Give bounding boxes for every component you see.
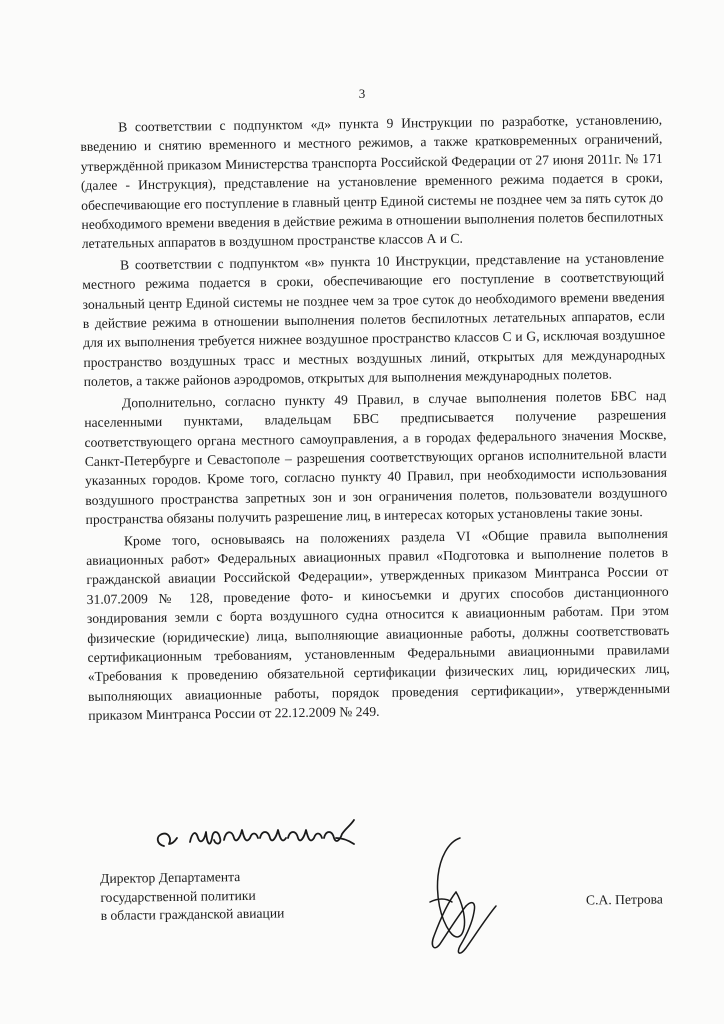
- handwritten-closing-note: [150, 808, 380, 864]
- paragraph-local-regime: В соответствии с подпунктом «в» пункта 10 Инструкции, представление на установление местного режима подается в сроки, обеспечивающие его поступление в соответствующий зональный центр Единой системы не позднее чем за трое суток до необходимого времени введения в действие режима в отношении выполнения полетов беспилотных летательных аппаратов, если для их выполнения требуется нижнее воздушное пространство классов С и G, исключая воздушное пространство воздушных трасс и местных воздушных линий, открытых для международных полетов, а также районов аэродромов, открытых для выполнения международных полетов.: [82, 249, 666, 390]
- signature-block: [100, 867, 284, 925]
- paragraph-temporary-regime: В соответствии с подпунктом «д» пункта 9 Инструкции по разработке, установлению, введению и снятию временного и местного режимов, а также кратковременных ограничений, утверждённой приказом Министерства транспорта Российской Федерации от 27 июня 2011г. № 171 (далее - Инструкция), представление на установление временного режима подается в сроки, обеспечивающие его поступление в главный центр Единой системы не позднее чем за пять суток до необходимого времени введения в действие режима в отношении выполнения полетов беспилотных летательных аппаратов в воздушном пространстве классов А и С.: [80, 111, 664, 252]
- position-title-line-3: в области гражданской авиации: [100, 905, 285, 923]
- page-number: 3: [358, 86, 366, 101]
- handwritten-signature: [410, 832, 510, 962]
- letter-body: [80, 110, 670, 728]
- position-title-line-1: Директор Департамента: [100, 869, 241, 886]
- position-title-line-2: государственной политики: [100, 887, 256, 905]
- paragraph-aerial-works: Кроме того, основываясь на положениях раздела VI «Общие правила выполнения авиационных работ» Федеральных авиационных правил «Подготовка и выполнение полетов в гражданской авиации Российской Федерации», утвержденных приказом Минтранса России от 31.07.2009 № 128, проведение фото- и киносъемки и других способов дистанционного зондирования земли с борта воздушного судна относится к авиационным работам. При этом физические (юридические) лица, выполняющие авиационные работы, должны соответствовать сертификационным требованиям, установленным Федеральными авиационными правилами «Требования к проведению обязательной сертификации физических лиц, юридических лиц, выполняющих авиационные работы, порядок проведения сертификации», утвержденными приказом Минтранса России от 22.12.2009 № 249.: [86, 525, 671, 724]
- paragraph-populated-areas: Дополнительно, согласно пункту 49 Правил, в случае выполнения полетов БВС над населенными пунктами, владельцам БВС предписывается получение разрешения соответствующего органа местного самоуправления, а в городах федерального значения Москве, Санкт-Петербурге и Севастополе – разрешения соответствующих органов исполнительной власти указанных городов. Кроме того, согласно пункту 40 Правил, при необходимости использования воздушного пространства запретных зон и зон ограничения полетов, пользователи воздушного пространства обязаны получить разрешение лиц, в интересах которых установлены такие зоны.: [84, 387, 668, 528]
- signer-name: С.А. Петрова: [585, 891, 664, 908]
